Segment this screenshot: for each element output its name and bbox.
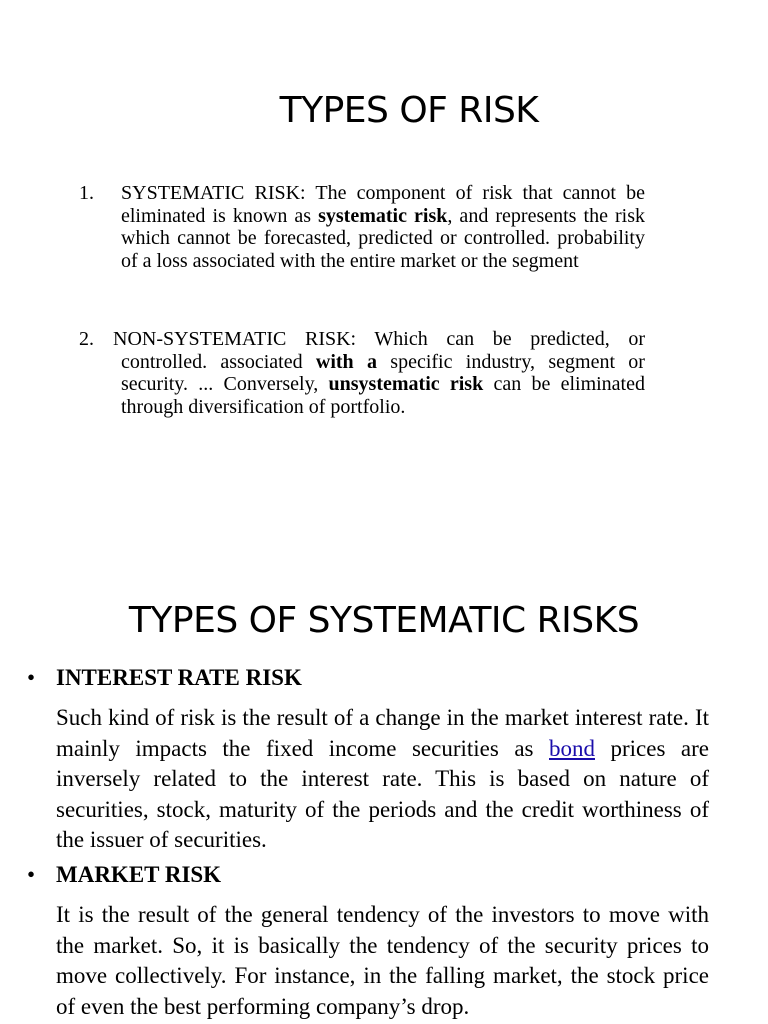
bond-link[interactable]: bond [549,735,595,761]
item-bold-term: with a [315,350,377,373]
section-heading-text: MARKET RISK [56,862,222,887]
section-paragraph [56,900,709,1022]
list-number: 1. [79,182,94,204]
paragraph-text: prices are inversely related to the interest rate. This is based on nature of securities, stock, maturity of the periods and the credit worthiness of the issuer of securities. [56,735,709,852]
slide-title: TYPES OF SYSTEMATIC RISKS [128,600,640,641]
item-text: SYSTEMATIC RISK: The component of risk that cannot be eliminated is known as [121,182,645,227]
item-text: specific industry, segment or security. ... Conversely, [121,350,645,395]
slide-title: TYPES OF RISK [279,90,539,131]
list-number: 2. [79,328,94,350]
list-item-systematic-risk [79,182,646,272]
item-text: , and represents the risk which cannot be forecasted, predicted or controlled. probability of a loss associated with the entire market or the segment [121,204,646,272]
paragraph-text: It is the result of the general tendency of the investors to move with the market. So, it is basically the tendency of the security prices to move collectively. For instance, in the falling market, the stock price of even the best performing company’s drop. [56,902,709,1019]
bullet-icon: • [27,665,36,690]
section-paragraph [56,703,709,856]
section-heading-text: INTEREST RATE RISK [56,665,302,690]
item-text: can be eliminated through diversification of portfolio. [121,373,645,418]
item-bold-term: systematic risk [318,204,448,227]
paragraph-text: Such kind of risk is the result of a change in the market interest rate. It mainly impacts the fixed income securities as [56,705,709,761]
item-text: NON-SYSTEMATIC RISK: Which can be predicted, or controlled. associated [113,328,645,373]
item-bold-term: unsystematic risk [328,373,484,395]
list-item-non-systematic-risk [79,328,645,418]
bullet-icon: • [27,862,36,887]
